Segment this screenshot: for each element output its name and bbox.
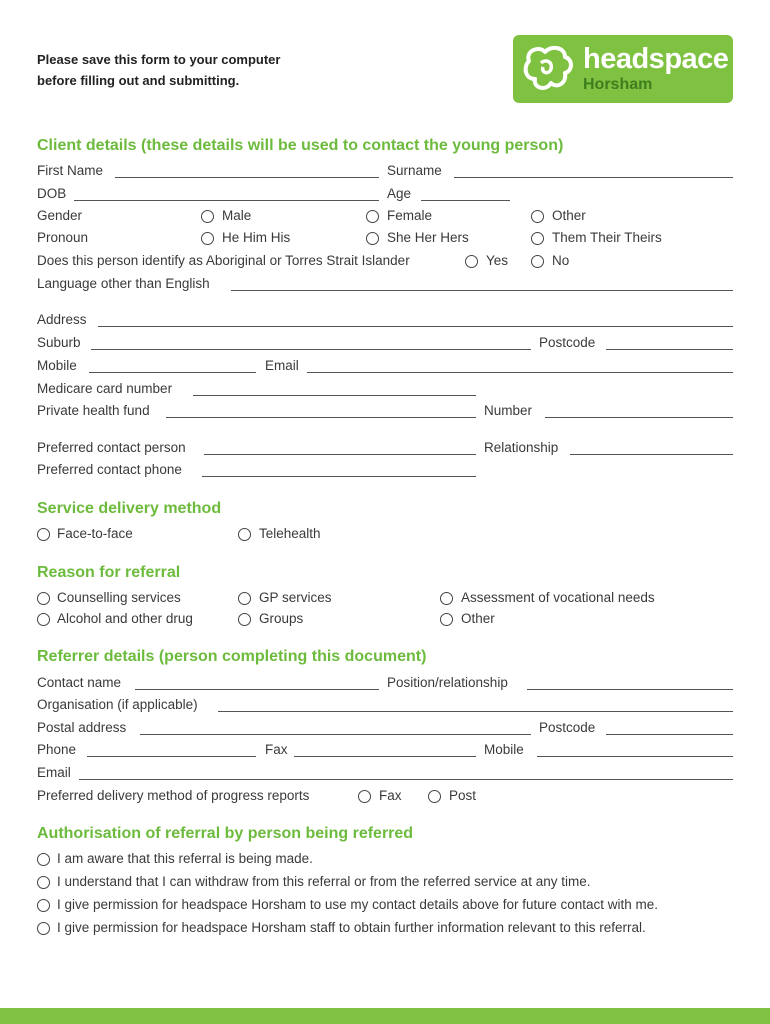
authorisation-heading: Authorisation of referral by person being referred xyxy=(37,825,414,842)
delivery-fax-radio[interactable] xyxy=(358,790,371,803)
position-field[interactable] xyxy=(527,689,733,690)
gender-male-radio[interactable] xyxy=(201,210,214,223)
pronoun-he-radio[interactable] xyxy=(201,232,214,245)
auth-aware-label: I am aware that this referral is being made. xyxy=(57,851,313,866)
gender-other-radio[interactable] xyxy=(531,210,544,223)
private-health-field[interactable] xyxy=(166,417,476,418)
telehealth-checkbox[interactable] xyxy=(238,528,251,541)
phone-label: Phone xyxy=(37,742,77,757)
gender-other-label: Other xyxy=(552,208,586,223)
atsi-yes-label: Yes xyxy=(486,253,509,268)
dob-field[interactable] xyxy=(74,200,379,201)
gp-services-checkbox[interactable] xyxy=(238,592,251,605)
pref-contact-phone-field[interactable] xyxy=(202,476,476,477)
service-delivery-heading: Service delivery method xyxy=(37,500,222,517)
medicare-field[interactable] xyxy=(193,395,476,396)
age-field[interactable] xyxy=(421,200,510,201)
relationship-field[interactable] xyxy=(570,454,733,455)
age-label: Age xyxy=(387,186,412,201)
counselling-label: Counselling services xyxy=(57,590,181,605)
postcode-field[interactable] xyxy=(606,349,733,350)
reason-heading: Reason for referral xyxy=(37,564,181,581)
groups-label: Groups xyxy=(259,611,304,626)
number-label: Number xyxy=(484,403,533,418)
address-field[interactable] xyxy=(98,326,733,327)
vocational-checkbox[interactable] xyxy=(440,592,453,605)
aod-checkbox[interactable] xyxy=(37,613,50,626)
gp-services-label: GP services xyxy=(259,590,332,605)
reason-other-checkbox[interactable] xyxy=(440,613,453,626)
client-details-heading: Client details (these details will be used to contact the young person) xyxy=(37,137,564,154)
postal-address-label: Postal address xyxy=(37,720,127,735)
vocational-label: Assessment of vocational needs xyxy=(461,590,655,605)
save-notice-line2: before filling out and submitting. xyxy=(37,73,240,88)
gender-female-label: Female xyxy=(387,208,433,223)
pronoun-label: Pronoun xyxy=(37,230,89,245)
pref-contact-phone-label: Preferred contact phone xyxy=(37,462,182,477)
gender-female-radio[interactable] xyxy=(366,210,379,223)
auth-aware-checkbox[interactable] xyxy=(37,853,50,866)
email-label: Email xyxy=(265,358,299,373)
fax-label: Fax xyxy=(265,742,288,757)
logo-subtitle: Horsham xyxy=(583,76,653,93)
aod-label: Alcohol and other drug xyxy=(57,611,193,626)
footer-bar xyxy=(0,1008,770,1024)
pref-contact-person-field[interactable] xyxy=(204,454,476,455)
telehealth-label: Telehealth xyxy=(259,526,321,541)
position-label: Position/relationship xyxy=(387,675,508,690)
referrer-email-label: Email xyxy=(37,765,71,780)
face-to-face-checkbox[interactable] xyxy=(37,528,50,541)
gender-label: Gender xyxy=(37,208,83,223)
groups-checkbox[interactable] xyxy=(238,613,251,626)
referrer-mobile-field[interactable] xyxy=(537,756,733,757)
referrer-mobile-label: Mobile xyxy=(484,742,524,757)
address-label: Address xyxy=(37,312,87,327)
first-name-label: First Name xyxy=(37,163,104,178)
private-health-label: Private health fund xyxy=(37,403,150,418)
pronoun-she-label: She Her Hers xyxy=(387,230,469,245)
phone-field[interactable] xyxy=(87,756,256,757)
postcode-label: Postcode xyxy=(539,335,596,350)
pronoun-she-radio[interactable] xyxy=(366,232,379,245)
language-label: Language other than English xyxy=(37,276,210,291)
auth-contact-label: I give permission for headspace Horsham to use my contact details above for future contact with me. xyxy=(57,897,659,912)
mobile-label: Mobile xyxy=(37,358,77,373)
auth-info-label: I give permission for headspace Horsham staff to obtain further information relevant to this referral. xyxy=(57,920,646,935)
fax-field[interactable] xyxy=(294,756,476,757)
contact-name-label: Contact name xyxy=(37,675,122,690)
delivery-method-label: Preferred delivery method of progress reports xyxy=(37,788,310,803)
auth-withdraw-checkbox[interactable] xyxy=(37,876,50,889)
headspace-logo-icon xyxy=(521,43,577,95)
referrer-heading: Referrer details (person completing this document) xyxy=(37,648,427,665)
atsi-label: Does this person identify as Aboriginal or Torres Strait Islander xyxy=(37,253,410,268)
suburb-field[interactable] xyxy=(91,349,531,350)
postal-address-field[interactable] xyxy=(140,734,531,735)
surname-field[interactable] xyxy=(454,177,733,178)
suburb-label: Suburb xyxy=(37,335,81,350)
pronoun-he-label: He Him His xyxy=(222,230,291,245)
delivery-fax-label: Fax xyxy=(379,788,402,803)
delivery-post-label: Post xyxy=(449,788,477,803)
atsi-no-label: No xyxy=(552,253,570,268)
save-notice-line1: Please save this form to your computer xyxy=(37,52,281,67)
email-field[interactable] xyxy=(307,372,733,373)
auth-withdraw-label: I understand that I can withdraw from this referral or from the referred service at any time. xyxy=(57,874,591,889)
language-field[interactable] xyxy=(231,290,733,291)
counselling-checkbox[interactable] xyxy=(37,592,50,605)
atsi-yes-radio[interactable] xyxy=(465,255,478,268)
pronoun-them-label: Them Their Theirs xyxy=(552,230,662,245)
organisation-field[interactable] xyxy=(218,711,733,712)
referrer-postcode-label: Postcode xyxy=(539,720,596,735)
auth-contact-checkbox[interactable] xyxy=(37,899,50,912)
face-to-face-label: Face-to-face xyxy=(57,526,133,541)
referrer-postcode-field[interactable] xyxy=(606,734,733,735)
save-notice xyxy=(37,49,280,91)
first-name-field[interactable] xyxy=(115,177,379,178)
organisation-label: Organisation (if applicable) xyxy=(37,697,198,712)
delivery-post-radio[interactable] xyxy=(428,790,441,803)
surname-label: Surname xyxy=(387,163,442,178)
medicare-label: Medicare card number xyxy=(37,381,173,396)
relationship-label: Relationship xyxy=(484,440,559,455)
referrer-email-field[interactable] xyxy=(79,779,733,780)
contact-name-field[interactable] xyxy=(135,689,379,690)
number-field[interactable] xyxy=(545,417,733,418)
reason-other-label: Other xyxy=(461,611,495,626)
pref-contact-person-label: Preferred contact person xyxy=(37,440,186,455)
logo-title: headspace xyxy=(583,43,729,75)
atsi-no-radio[interactable] xyxy=(531,255,544,268)
gender-male-label: Male xyxy=(222,208,252,223)
headspace-logo xyxy=(513,35,733,103)
dob-label: DOB xyxy=(37,186,67,201)
pronoun-them-radio[interactable] xyxy=(531,232,544,245)
auth-info-checkbox[interactable] xyxy=(37,922,50,935)
mobile-field[interactable] xyxy=(89,372,256,373)
